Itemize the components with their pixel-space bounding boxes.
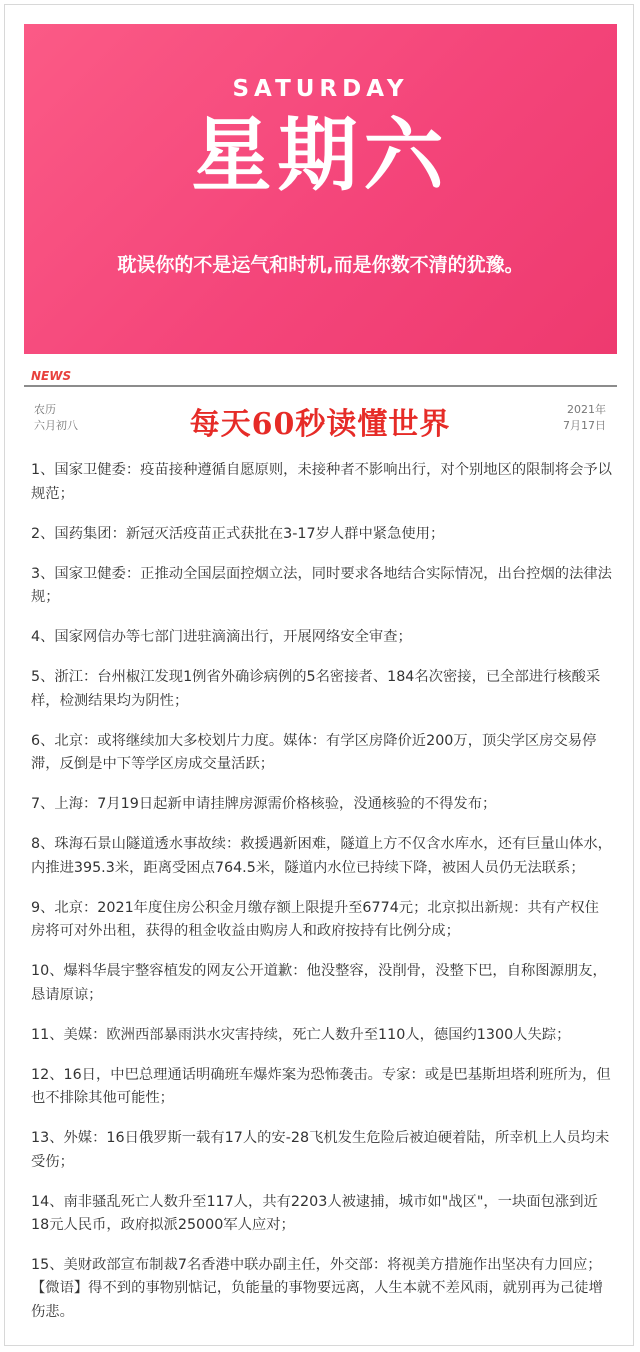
date-year: 2021年 [567,403,606,416]
banner-quote: 耽误你的不是运气和时机,而是你数不清的犹豫。 [117,254,524,276]
news-item: 13、外媒：16日俄罗斯一载有17人的安-28飞机发生危险后被迫硬着陆，所幸机上人员均未受伤； [31,1130,610,1170]
header-divider [24,385,617,387]
news-tag: NEWS [31,369,72,383]
day-banner [24,24,617,354]
banner-day-chinese: 星期六 [191,108,450,202]
news-item: 4、国家网信办等七部门进驻滴滴出行，开展网络安全审查； [31,629,412,645]
page-title: 每天60秒读懂世界 [189,407,451,442]
news-item: 3、国家卫健委：正推动全国层面控烟立法，同时要求各地结合实际情况，出台控烟的法律法规； [31,565,612,605]
news-item: 5、浙江：台州椒江发现1例省外确诊病例的5名密接者、184名次密接，已全部进行核酸采样，检测结果均为阴性； [31,669,601,709]
news-item: 8、珠海石景山隧道透水事故续：救援遇新困难，隧道上方不仅含水库水，还有巨量山体水，内推进395.3米，距离受困点764.5米，隧道内水位已持续下降，被困人员仍无法联系； [31,836,612,876]
news-item: 7、上海：7月19日起新申请挂牌房源需价格核验，没通核验的不得发布； [31,796,497,812]
news-item: 9、北京：2021年度住房公积金月缴存额上限提升至6774元；北京拟出新规：共有产权住房将可对外出租，获得的租金收益由购房人和政府按持有比例分成； [31,899,599,939]
lunar-label: 农历 [34,403,56,416]
news-item: 11、美媒：欧洲西部暴雨洪水灾害持续，死亡人数升至110人，德国约1300人失踪； [31,1026,571,1043]
banner-day-english: SATURDAY [232,76,409,102]
news-list [31,459,612,1294]
gregorian-date [563,402,606,434]
news-item: 12、16日，中巴总理通话明确班车爆炸案为恐怖袭击。专家：或是巴基斯坦塔利班所为，但也不排除其他可能性； [31,1066,611,1106]
news-item: 14、南非骚乱死亡人数升至117人，共有2203人被逮捕，城市如"战区"，一块面包涨到近18元人民币，政府拟派25000军人应对； [31,1193,598,1233]
news-item: 15、美财政部宣布制裁7名香港中联办副主任，外交部：将视美方措施作出坚决有力回应； [31,1257,602,1273]
date-day: 7月17日 [563,419,606,432]
lunar-day: 六月初八 [34,419,78,432]
news-item: 6、北京：或将继续加大多校划片力度。媒体：有学区房降价近200万，顶尖学区房交易停滞，反倒是中下等学区房成交量活跃； [31,732,597,772]
news-item: 1、国家卫健委：疫苗接种遵循自愿原则，未接种者不影响出行，对个别地区的限制将会予以规范； [31,462,612,502]
closing-quote: 【微语】得不到的事物别惦记，负能量的事物要远离，人生本就不差风雨，就别再为己徒增伤悲。 [31,1280,603,1320]
news-item: 10、爆料华晨宇整容植发的网友公开道歉：他没整容，没削骨，没整下巴，自称图源朋友，恳请原谅； [31,963,607,1003]
news-item: 2、国药集团：新冠灭活疫苗正式获批在3-17岁人群中紧急使用； [31,525,445,542]
